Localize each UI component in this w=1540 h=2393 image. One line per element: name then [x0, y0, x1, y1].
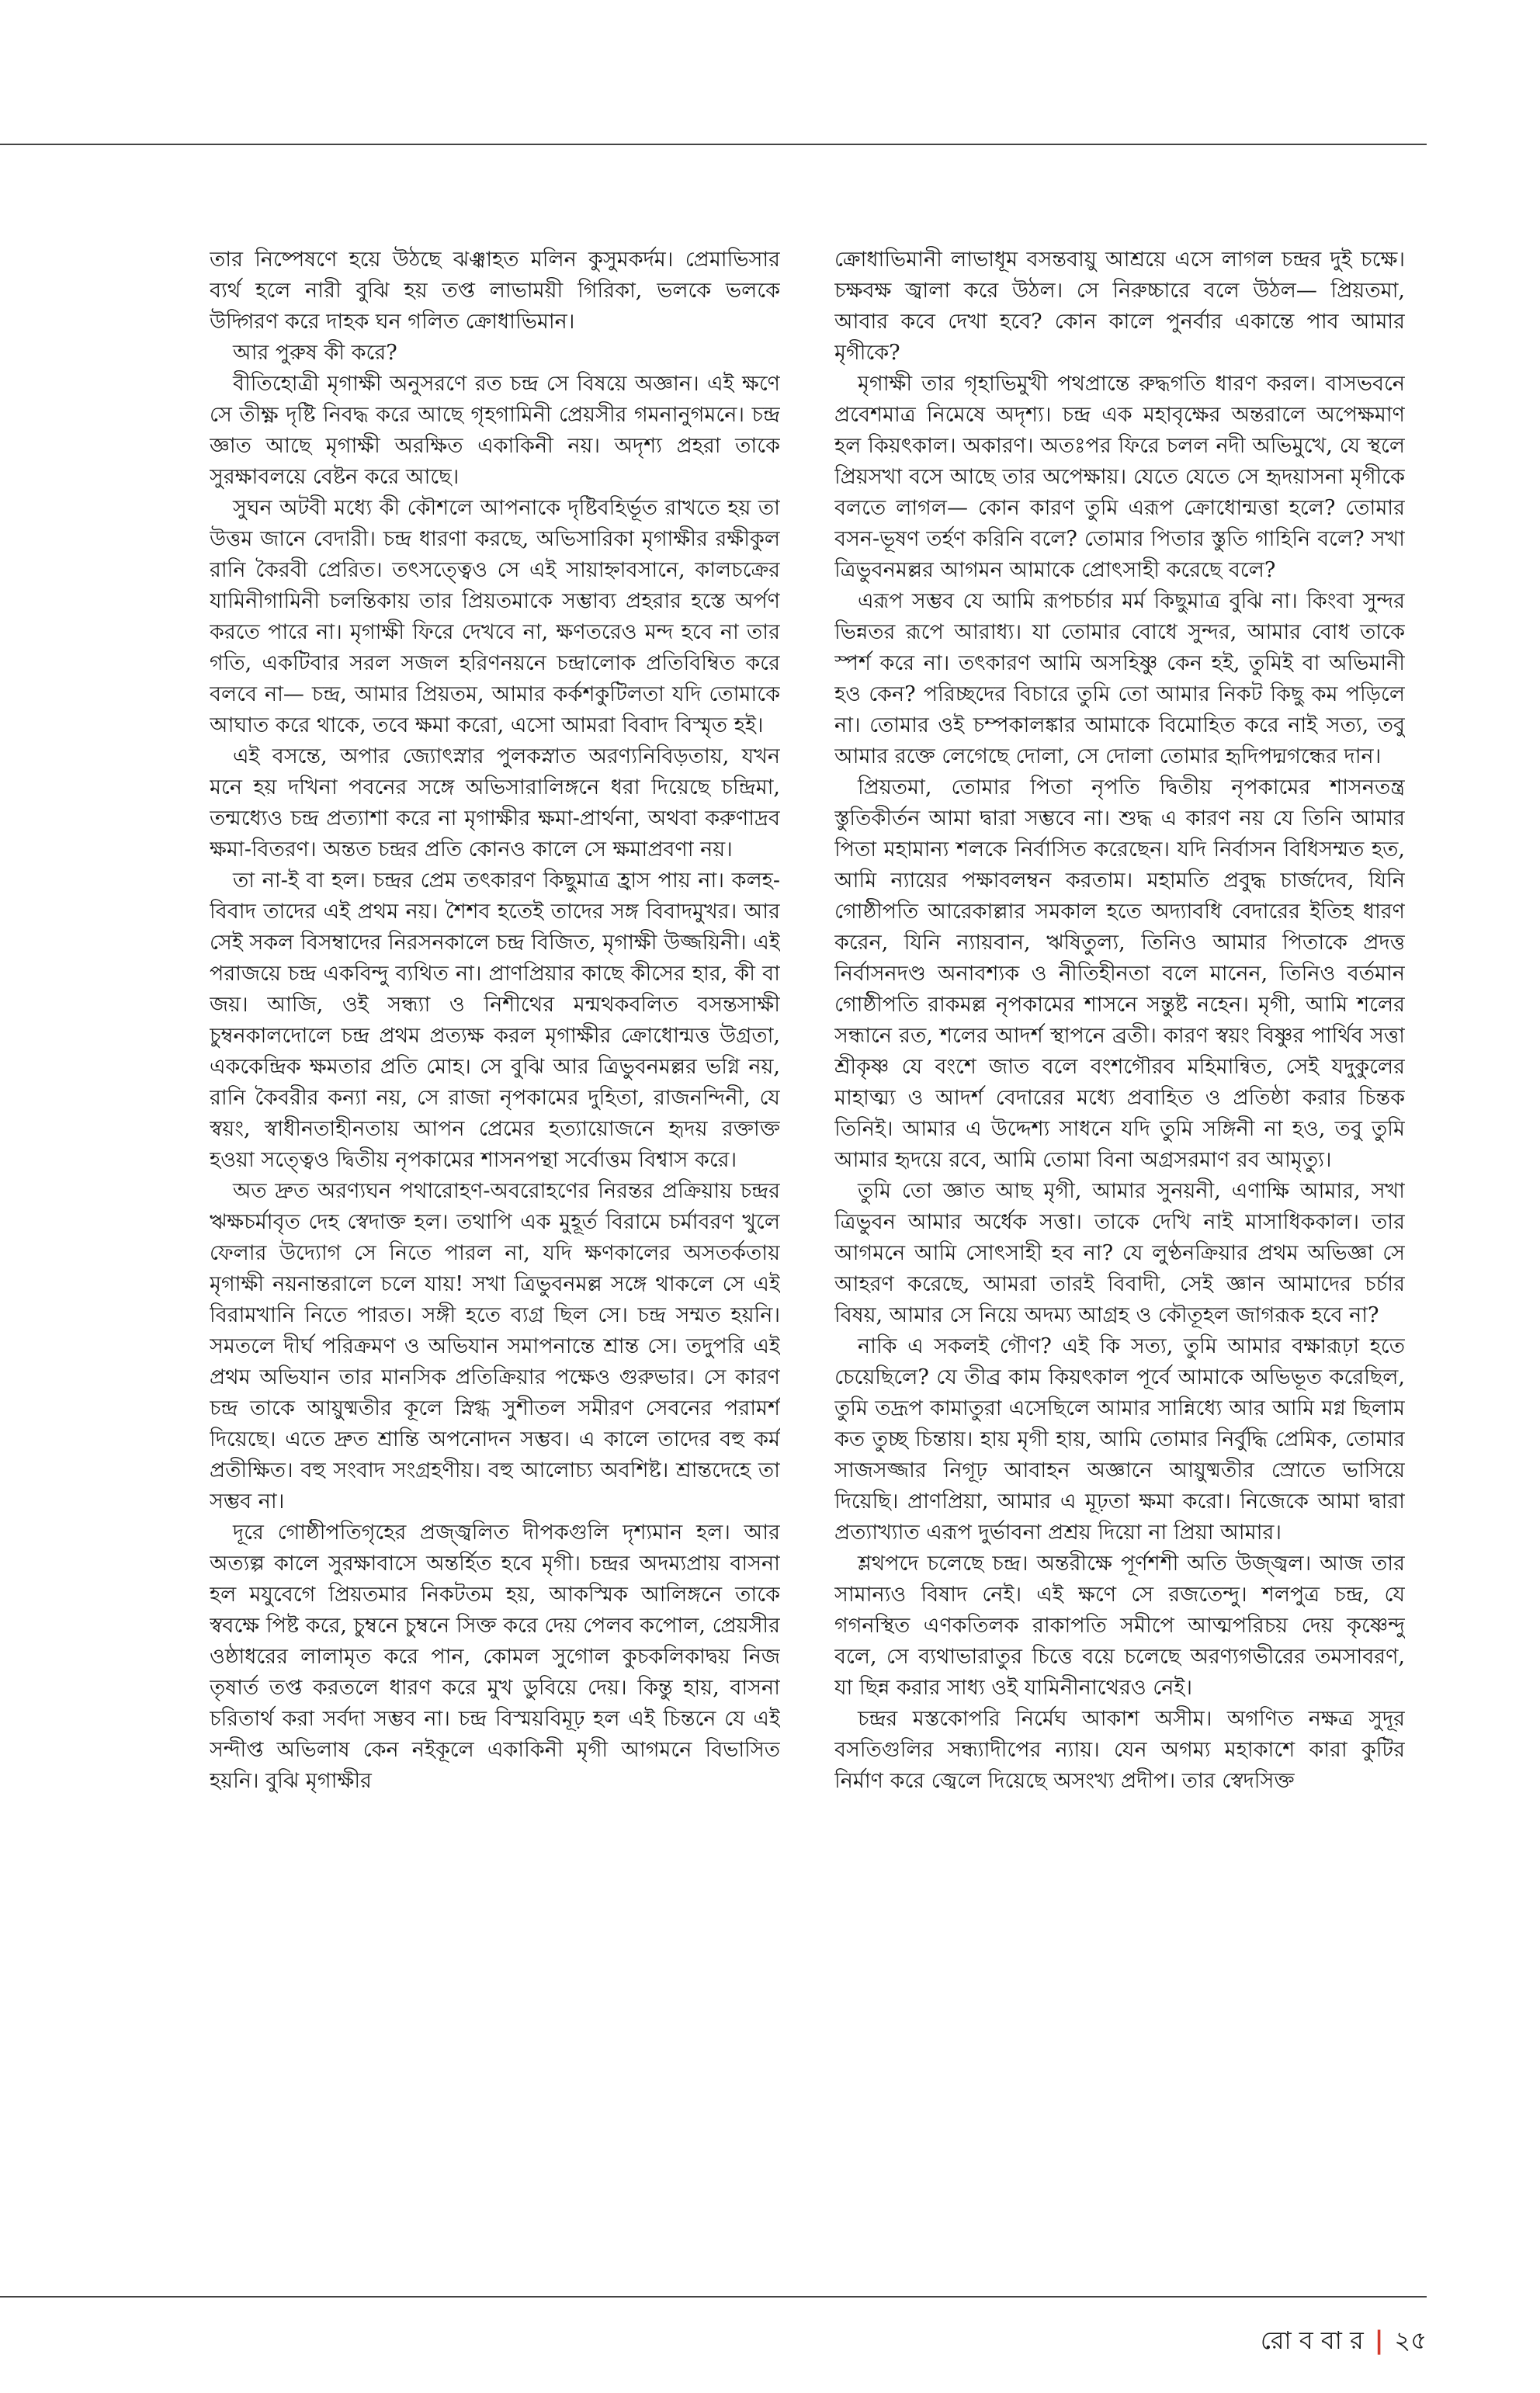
bottom-rule	[0, 2296, 1427, 2298]
right-paragraph-2: মৃগাক্ষী তার গৃহাভিমুখী পথপ্রান্তে রুদ্ধগতি ধারণ করল। বাসভবনে প্রবেশমাত্র নিমেষে অদৃশ্য। চন্দ্র এক মহাবৃক্ষের অন্তরালে অপেক্ষমাণ হল কিয়ৎকাল। অকারণ। অতঃপর ফিরে চলল নদী অভিমুখে, যে স্থলে প্রিয়সখা বসে আছে তার অপেক্ষায়। যেতে যেতে সে হৃদয়াসনা মৃগীকে বলতে লাগল— কোন কারণ তুমি এরূপ ক্রোধোন্মত্তা হলে? তোমার বসন-ভূষণ তর্হণ করিনি বলে? তোমার পিতার স্তুতি গাহিনি বলে? সখা ত্রিভুবনমল্লর আগমন আমাকে প্রোৎসাহী করেছে বলে?	[834, 372, 1405, 582]
left-paragraph-5: এই বসন্তে, অপার জ্যোৎস্নার পুলকস্নাত অরণ্যনিবিড়তায়, যখন মনে হয় দখিনা পবনের সঙ্গে অভিসারালিঙ্গনে ধরা দিয়েছে চন্দ্রিমা, তন্মধ্যেও চন্দ্র প্রত্যাশা করে না মৃগাক্ষীর ক্ষমা-প্রার্থনা, অথবা করুণাদ্রব ক্ষমা-বিতরণ। অন্তত চন্দ্রর প্রতি কোনও কালে সে ক্ষমাপ্রবণা নয়।	[210, 744, 780, 862]
right-paragraph-5: তুমি তো জ্ঞাত আছ মৃগী, আমার সুনয়নী, এণাক্ষি আমার, সখা ত্রিভুবন আমার অর্ধেক সত্তা। তাকে দেখি নাই মাসাধিককাল। তার আগমনে আমি সোৎসাহী হব না? যে লুণ্ঠনক্রিয়ার প্রথম অভিজ্ঞা সে আহরণ করেছে, আমরা তারই বিবাদী, সেই জ্ঞান আমাদের চর্চার বিষয়, আমার সে নিয়ে অদম্য আগ্রহ ও কৌতূহল জাগরূক হবে না?	[834, 1179, 1405, 1327]
right-paragraph-4: প্রিয়তমা, তোমার পিতা নৃপতি দ্বিতীয় নৃপকামের শাসনতন্ত্র স্তুতিকীর্তন আমা দ্বারা সম্ভবে না। শুদ্ধ এ কারণ নয় যে তিনি আমার পিতা মহামান্য শলকে নির্বাসিত করেছেন। যদি নির্বাসন বিধিসম্মত হত, আমি ন্যায়ের পক্ষাবলম্বন করতাম। মহামতি প্রবুদ্ধ চার্জদেব, যিনি গোষ্ঠীপতি আরেকাল্লার সমকাল হতে অদ্যাবধি বেদারের ইতিহ ধারণ করেন, যিনি ন্যায়বান, ঋষিতুল্য, তিনিও আমার পিতাকে প্রদত্ত নির্বাসনদণ্ড অনাবশ্যক ও নীতিহীনতা বলে মানেন, তিনিও বর্তমান গোষ্ঠীপতি রাকমল্ল নৃপকামের শাসনে সন্তুষ্ট নহেন। মৃগী, আমি শলের সন্ধানে রত, শলের আদর্শ স্থাপনে ব্রতী। কারণ স্বয়ং বিষ্ণুর পার্থিব সত্তা শ্রীকৃষ্ণ যে বংশে জাত বলে বংশগৌরব মহিমান্বিত, সেই যদুকুলের মাহাত্ম্য ও আদর্শ বেদারের মধ্যে প্রবাহিত ও প্রতিষ্ঠা করার চিন্তক তিনিই। আমার এ উদ্দেশ্য সাধনে যদি তুমি সঙ্গিনী না হও, তবু তুমি আমার হৃদয়ে রবে, আমি তোমা বিনা অগ্রসরমাণ রব আমৃত্যু।	[834, 775, 1405, 1172]
left-paragraph-1: তার নিষ্পেষণে হয়ে উঠছে ঝঞ্ঝাহত মলিন কুসুমকর্দম। প্রেমাভিসার ব্যর্থ হলে নারী বুঝি হয় তপ্ত লাভাময়ী গিরিকা, ভলকে ভলকে উদ্গিরণ করে দাহক ঘন গলিত ক্রোধাভিমান।	[210, 248, 780, 334]
right-paragraph-7: শ্লথপদে চলেছে চন্দ্র। অন্তরীক্ষে পূর্ণশশী অতি উজ্জ্বল। আজ তার সামান্যও বিষাদ নেই। এই ক্ষণে সে রজতেন্দু। শলপুত্র চন্দ্র, যে গগনস্থিত এণকতিলক রাকাপতি সমীপে আত্মপরিচয় দেয় কৃষ্ণেন্দু বলে, সে ব্যথাভারাতুর চিত্তে বয়ে চলেছে অরণ্যগভীরের তমসাবরণ, যা ছিন্ন করার সাধ্য ওই যামিনীনাথেরও নেই।	[834, 1552, 1405, 1700]
left-paragraph-2: আর পুরুষ কী করে?	[233, 341, 397, 365]
right-paragraph-6: নাকি এ সকলই গৌণ? এই কি সত্য, তুমি আমার বক্ষারূঢ়া হতে চেয়েছিলে? যে তীব্র কাম কিয়ৎকাল পূর্বে আমাকে অভিভূত করেছিল, তুমি তদ্রূপ কামাতুরা এসেছিলে আমার সান্নিধ্যে আর আমি মগ্ন ছিলাম কত তুচ্ছ চিন্তায়। হায় মৃগী হায়, আমি তোমার নির্বুদ্ধি প্রেমিক, তোমার সাজসজ্জার নিগূঢ় আবাহন অজ্ঞানে আয়ুষ্মতীর স্রোতে ভাসিয়ে দিয়েছি। প্রাণপ্রিয়া, আমার এ মূঢ়তা ক্ষমা করো। নিজেকে আমা দ্বারা প্রত্যাখ্যাত এরূপ দুর্ভাবনা প্রশ্রয় দিয়ো না প্রিয়া আমার।	[834, 1334, 1405, 1545]
left-column	[210, 245, 780, 2263]
right-paragraph-3: এরূপ সম্ভব যে আমি রূপচর্চার মর্ম কিছুমাত্র বুঝি না। কিংবা সুন্দর ভিন্নতর রূপে আরাধ্য। যা তোমার বোধে সুন্দর, আমার বোধ তাকে স্পর্শ করে না। তৎকারণ আমি অসহিষ্ণু কেন হই, তুমিই বা অভিমানী হও কেন? পরিচ্ছদের বিচারে তুমি তো আমার নিকট কিছু কম পড়িলে না। তোমার ওই চম্পকালঙ্কার আমাকে বিমোহিত করে নাই সত্য, তবু আমার রক্তে লেগেছে দোলা, সে দোলা তোমার হৃদিপদ্মগন্ধের দান।	[834, 589, 1405, 768]
right-paragraph-8: চন্দ্রর মস্তকোপরি নির্মেঘ আকাশ অসীম। অগণিত নক্ষত্র সুদূর বসতিগুলির সন্ধ্যাদীপের ন্যায়। যেন অগম্য মহাকাশে কারা কুটির নির্মাণ করে জ্বেলে দিয়েছে অসংখ্য প্রদীপ। তার স্বেদসিক্ত	[834, 1707, 1405, 1793]
left-paragraph-3: বীতিহোত্রী মৃগাক্ষী অনুসরণে রত চন্দ্র সে বিষয়ে অজ্ঞান। এই ক্ষণে সে তীক্ষ্ণ দৃষ্টি নিবদ্ধ করে আছে গৃহগামিনী প্রেয়সীর গমনানুগমনে। চন্দ্র জ্ঞাত আছে মৃগাক্ষী অরক্ষিত একাকিনী নয়। অদৃশ্য প্রহরা তাকে সুরক্ষাবলয়ে বেষ্টন করে আছে।	[210, 372, 780, 489]
folio-separator: |	[1374, 2325, 1384, 2355]
left-paragraph-7: অত দ্রুত অরণ্যঘন পথারোহণ-অবরোহণের নিরন্তর প্রক্রিয়ায় চন্দ্রর ঋক্ষচর্মাবৃত দেহ স্বেদাক্ত হল। তথাপি এক মুহূর্ত বিরামে চর্মাবরণ খুলে ফেলার উদ্যোগ সে নিতে পারল না, যদি ক্ষণকালের অসতর্কতায় মৃগাক্ষী নয়নান্তরালে চলে যায়! সখা ত্রিভুবনমল্ল সঙ্গে থাকলে সে এই বিরামখানি নিতে পারত। সঙ্গী হতে ব্যগ্র ছিল সে। চন্দ্র সম্মত হয়নি। সমতলে দীর্ঘ পরিক্রমণ ও অভিযান সমাপনান্তে শ্রান্ত সে। তদুপরি এই প্রথম অভিযান তার মানসিক প্রতিক্রিয়ার পক্ষেও গুরুভার। সে কারণ চন্দ্র তাকে আয়ুষ্মতীর কূলে স্নিগ্ধ সুশীতল সমীরণ সেবনের পরামর্শ দিয়েছে। এতে দ্রুত শ্রান্তি অপনোদন সম্ভব। এ কালে তাদের বহু কর্ম প্রতীক্ষিত। বহু সংবাদ সংগ্রহণীয়। বহু আলোচ্য অবশিষ্ট। শ্রান্তদেহে তা সম্ভব না।	[210, 1179, 780, 1514]
page-folio	[1261, 2325, 1427, 2356]
page-number: ২৫	[1394, 2325, 1427, 2355]
left-paragraph-6: তা না-ই বা হল। চন্দ্রর প্রেম তৎকারণ কিছুমাত্র হ্রাস পায় না। কলহ-বিবাদ তাদের এই প্রথম নয়। শৈশব হতেই তাদের সঙ্গ বিবাদমুখর। আর সেই সকল বিসম্বাদের নিরসনকালে চন্দ্র বিজিত, মৃগাক্ষী উজ্জয়িনী। এই পরাজয়ে চন্দ্র একবিন্দু ব্যথিত না। প্রাণপ্রিয়ার কাছে কীসের হার, কী বা জয়। আজি, ওই সন্ধ্যা ও নিশীথের মন্মথকবলিত বসন্তসাক্ষী চুম্বনকালদোলে চন্দ্র প্রথম প্রত্যক্ষ করল মৃগাক্ষীর ক্রোধোন্মত্ত উগ্রতা, এককেন্দ্রিক ক্ষমতার প্রতি মোহ। সে বুঝি আর ত্রিভুবনমল্লর ভগ্নি নয়, রানি কৈবরীর কন্যা নয়, সে রাজা নৃপকামের দুহিতা, রাজনন্দিনী, যে স্বয়ং, স্বাধীনতাহীনতায় আপন প্রেমের হত্যায়োজনে হৃদয় রক্তাক্ত হওয়া সত্ত্বেও দ্বিতীয় নৃপকামের শাসনপন্থা সর্বোত্তম বিশ্বাস করে।	[210, 869, 780, 1172]
magazine-name: রো ব বা র	[1260, 2325, 1364, 2355]
left-paragraph-8: দূরে গোষ্ঠীপতিগৃহের প্রজ্জ্বলিত দীপকগুলি দৃশ্যমান হল। আর অত্যল্প কালে সুরক্ষাবাসে অন্তর্হিত হবে মৃগী। চন্দ্রর অদম্যপ্রায় বাসনা হল মযুবেগে প্রিয়তমার নিকটতম হয়, আকস্মিক আলিঙ্গনে তাকে স্ববক্ষে পিষ্ট করে, চুম্বনে চুম্বনে সিক্ত করে দেয় পেলব কপোল, প্রেয়সীর ওষ্ঠাধরের লালামৃত করে পান, কোমল সুগোল কুচকলিকাদ্বয় নিজ তৃষার্ত তপ্ত করতলে ধারণ করে মুখ ডুবিয়ে দেয়। কিন্তু হায়, বাসনা চরিতার্থ করা সর্বদা সম্ভব না। চন্দ্র বিস্ময়বিমূঢ় হল এই চিন্তনে যে এই সন্দীপ্ত অভিলাষ কেন নইকূলে একাকিনী মৃগী আগমনে বিভাসিত হয়নি। বুঝি মৃগাক্ষীর	[210, 1521, 780, 1793]
right-column	[834, 245, 1405, 2263]
top-rule	[0, 144, 1427, 145]
right-paragraph-1: ক্রোধাভিমানী লাভাধূম বসন্তবায়ু আশ্রয়ে এসে লাগল চন্দ্রর দুই চক্ষে। চক্ষবক্ষ জ্বালা করে উঠল। সে নিরুচ্চারে বলে উঠল— প্রিয়তমা, আবার কবে দেখা হবে? কোন কালে পুনর্বার একান্তে পাব আমার মৃগীকে?	[834, 248, 1405, 365]
left-paragraph-4: সুঘন অটবী মধ্যে কী কৌশলে আপনাকে দৃষ্টিবহির্ভূত রাখতে হয় তা উত্তম জানে বেদারী। চন্দ্র ধারণা করছে, অভিসারিকা মৃগাক্ষীর রক্ষীকুল রানি কৈরবী প্রেরিত। তৎসত্ত্বেও সে এই সায়াহ্নাবসানে, কালচক্রের যামিনীগামিনী চলন্তিকায় তার প্রিয়তমাকে সম্ভাব্য প্রহরার হস্তে অর্পণ করতে পারে না। মৃগাক্ষী ফিরে দেখবে না, ক্ষণতরেও মন্দ হবে না তার গতি, একটিবার সরল সজল হরিণনয়নে চন্দ্রালোক প্রতিবিম্বিত করে বলবে না— চন্দ্র, আমার প্রিয়তম, আমার কর্কশকুটিলতা যদি তোমাকে আঘাত করে থাকে, তবে ক্ষমা করো, এসো আমরা বিবাদ বিস্মৃত হই।	[210, 496, 780, 737]
